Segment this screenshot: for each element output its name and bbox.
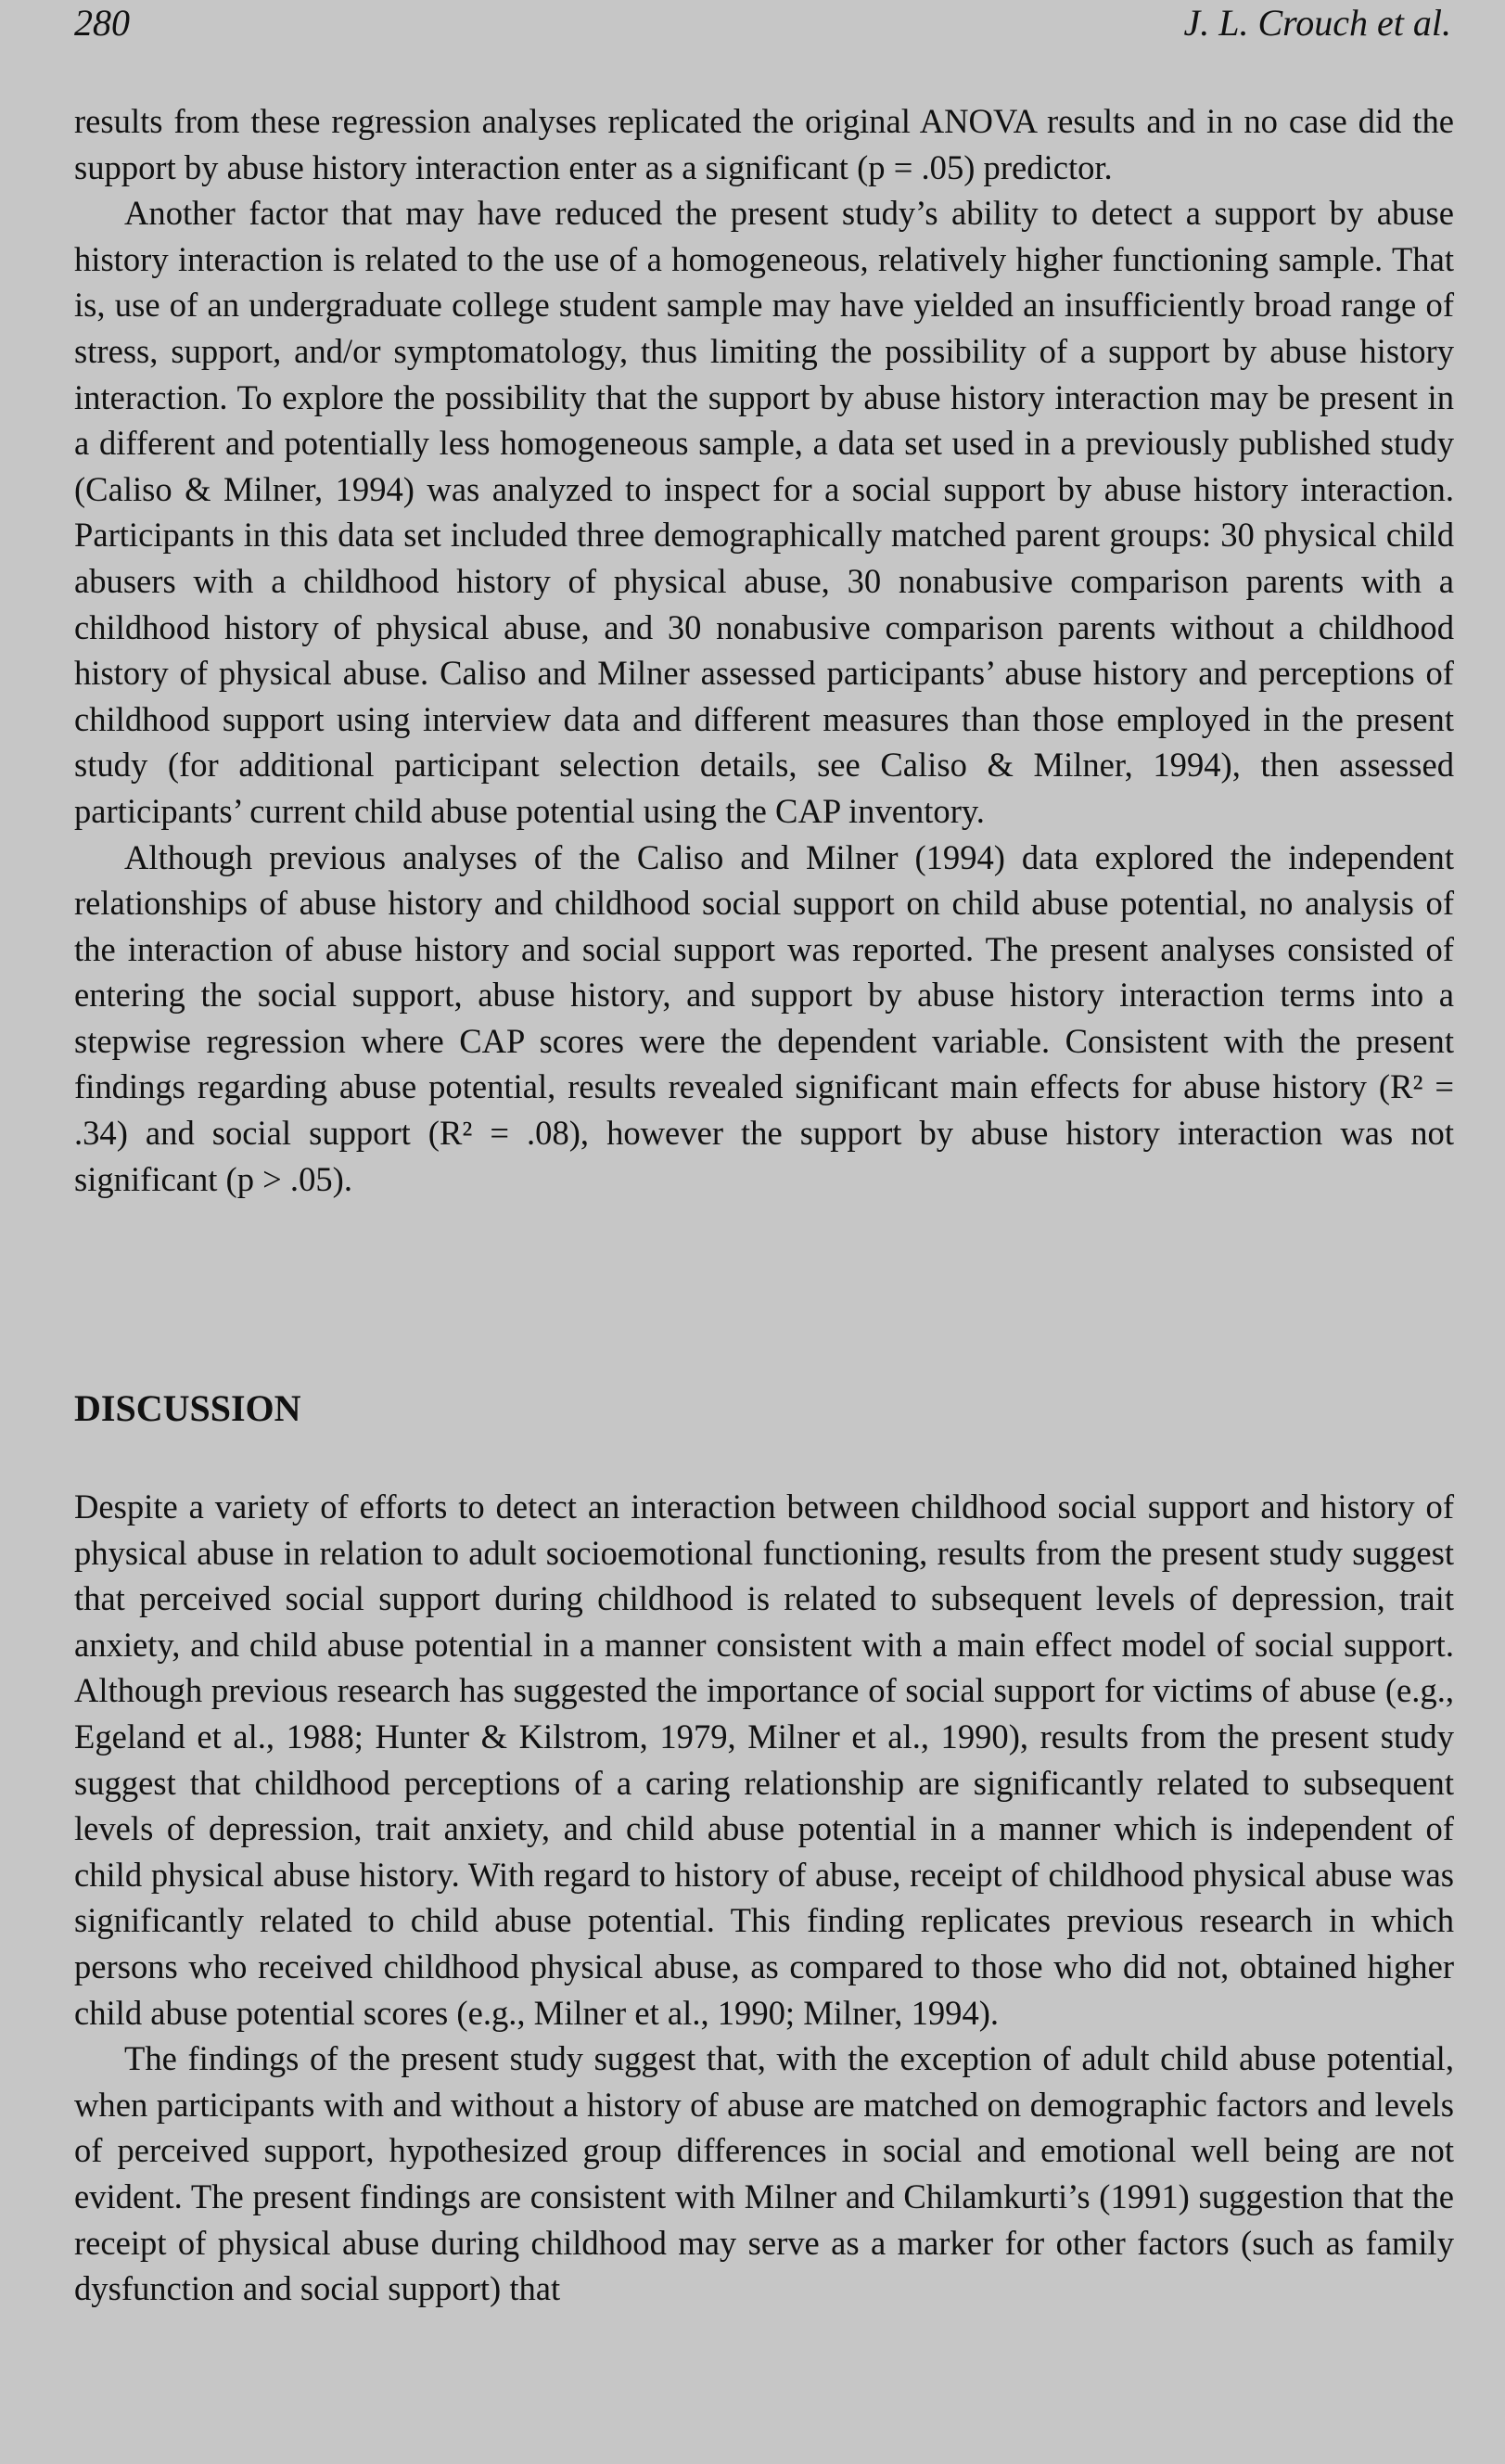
paragraph: Although previous analyses of the Caliso and Milner (1994) data explored the independent relationships of abuse history and childhood social support on child abuse potential, no analysis of the interaction of abuse history and social support was reported. The present analyses consisted of entering the social support, abuse history, and support by abuse history interaction terms into a stepwise regression where CAP scores were the dependent variable. Consistent with the present findings regarding abuse potential, results revealed significant main effects for abuse history (R² = .34) and social support (R² = .08), however the support by abuse history interaction was not significant (p > .05). — [74, 837, 1454, 1198]
paragraph: Another factor that may have reduced the present study’s ability to detect a support by abuse history interaction is related to the use of a homogeneous, relatively higher functioning sample. That is, use of an undergraduate college student sample may have yielded an insufficiently broad range of stress, support, and/or symptomatology, thus limiting the possibility of a support by abuse history interaction. To explore the possibility that the support by abuse history interaction may be present in a different and potentially less homogeneous sample, a data set used in a previously published study (Caliso & Milner, 1994) was analyzed to inspect for a social support by abuse history interaction. Participants in this data set included three demographically matched parent groups: 30 physical child abusers with a childhood history of physical abuse, 30 nonabusive comparison parents with a childhood history of physical abuse, and 30 nonabusive comparison parents without a childhood history of physical abuse. Caliso and Milner assessed participants’ abuse history and perceptions of childhood support using interview data and different measures than those employed in the present study (for additional participant selection details, see Caliso & Milner, 1994), then assessed participants’ current child abuse potential using the CAP inventory. — [74, 194, 1454, 830]
running-header — [74, 0, 1451, 46]
paragraph: The findings of the present study suggest that, with the exception of adult child abuse potential, when participants with and without a history of abuse are matched on demographic factors and levels of perceived support, hypothesized group differences in social and emotional well being are not evident. The present findings are consistent with Milner and Chilamkurti’s (1991) suggestion that the receipt of physical abuse during childhood may serve as a marker for other factors (such as family dysfunction and social support) that — [74, 2039, 1454, 2308]
paragraph: Despite a variety of efforts to detect an interaction between childhood social support and history of physical abuse in relation to adult socioemotional functioning, results from the present study suggest that perceived social support during childhood is related to subsequent levels of depression, trait anxiety, and child abuse potential in a manner consistent with a main effect model of social support. Although previous research has suggested the importance of social support for victims of abuse (e.g., Egeland et al., 1988; Hunter & Kilstrom, 1979, Milner et al., 1990), results from the present study suggest that childhood perceptions of a caring relationship are significantly related to subsequent levels of depression, trait anxiety, and child abuse potential in a manner which is independent of child physical abuse history. With regard to history of abuse, receipt of childhood physical abuse was significantly related to child abuse potential. This finding replicates previous research in which persons who received childhood physical abuse, as compared to those who did not, obtained higher child abuse potential scores (e.g., Milner et al., 1990; Milner, 1994). — [74, 1487, 1454, 2032]
discussion-section — [74, 1484, 1454, 2312]
paragraph: results from these regression analyses replicated the original ANOVA results and in no case did the support by abuse history interaction enter as a significant (p = .05) predictor. — [74, 102, 1454, 186]
results-continued-section — [74, 98, 1454, 1202]
page-number: 280 — [74, 2, 130, 44]
section-heading-discussion: DISCUSSION — [74, 1387, 301, 1429]
running-head-authors: J. L. Crouch et al. — [1183, 2, 1451, 44]
